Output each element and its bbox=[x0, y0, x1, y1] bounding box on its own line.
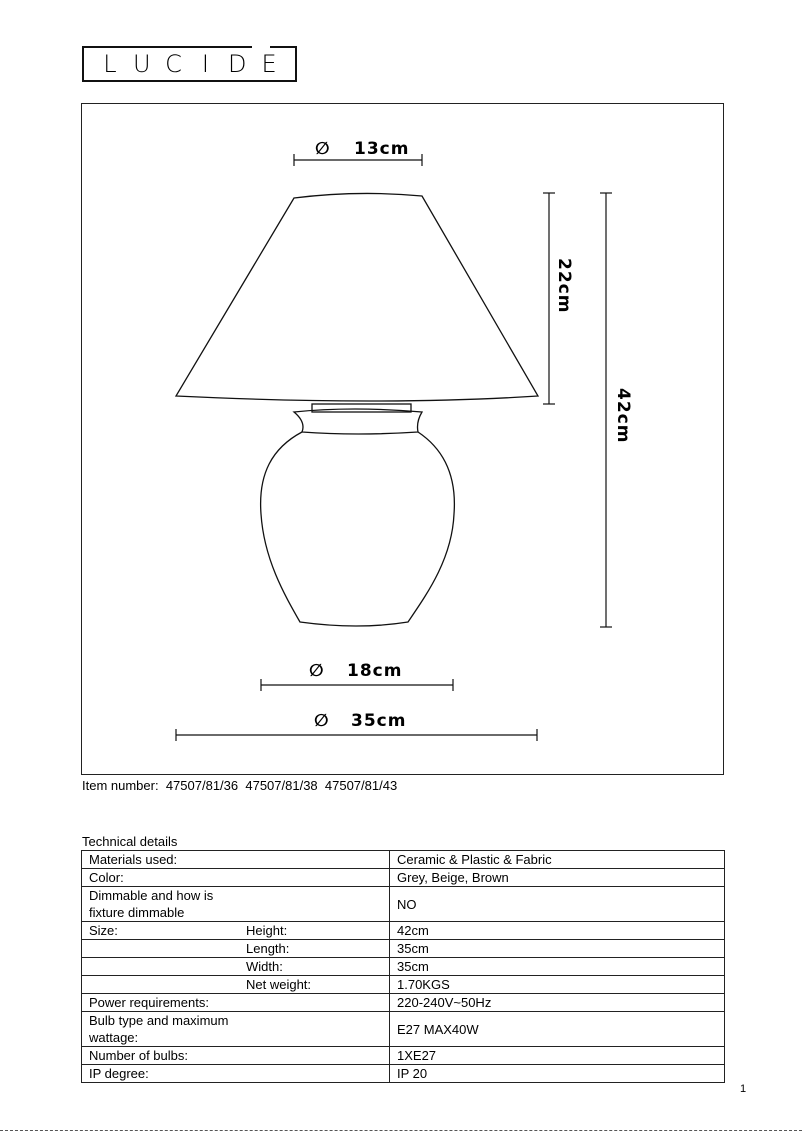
page-number: 1 bbox=[740, 1083, 747, 1095]
logo-letter: D bbox=[227, 50, 247, 78]
spec-value: IP 20 bbox=[390, 1065, 725, 1083]
logo-letters bbox=[84, 48, 295, 80]
diameter-symbol: ∅ bbox=[315, 139, 331, 159]
spec-label: IP degree: bbox=[89, 1066, 149, 1081]
spec-label: Size: bbox=[89, 923, 118, 938]
spec-label: Bulb type and maximum wattage: bbox=[89, 1013, 229, 1045]
spec-label-cell bbox=[82, 869, 390, 887]
spec-label: Color: bbox=[89, 870, 124, 885]
spec-value: Ceramic & Plastic & Fabric bbox=[390, 851, 725, 869]
dim-label-base-width: 18cm bbox=[347, 661, 403, 681]
spec-row bbox=[82, 994, 725, 1012]
spec-row bbox=[82, 1047, 725, 1065]
spec-value: 220-240V~50Hz bbox=[390, 994, 725, 1012]
logo-letter: L bbox=[103, 50, 117, 78]
item-number-value: 47507/81/36 bbox=[165, 778, 239, 793]
spec-label-cell bbox=[82, 1047, 390, 1065]
lamp-drawing bbox=[82, 104, 725, 776]
spec-label-cell bbox=[82, 958, 390, 976]
spec-row bbox=[82, 1065, 725, 1083]
lamp-body bbox=[261, 432, 455, 626]
dim-label-shade-top: 13cm bbox=[354, 139, 410, 159]
spec-value: E27 MAX40W bbox=[390, 1012, 725, 1047]
spec-value: NO bbox=[390, 887, 725, 922]
item-number-label: Item number: bbox=[82, 778, 159, 793]
spec-label-cell bbox=[82, 976, 390, 994]
spec-label-cell bbox=[82, 851, 390, 869]
dim-label-total-width: 35cm bbox=[351, 711, 407, 731]
logo-letter: I bbox=[201, 50, 209, 78]
spec-row bbox=[82, 976, 725, 994]
item-number-line bbox=[82, 778, 397, 793]
brand-logo bbox=[82, 46, 297, 82]
spec-value: Grey, Beige, Brown bbox=[390, 869, 725, 887]
spec-label-cell bbox=[82, 940, 390, 958]
lamp-shade bbox=[176, 193, 538, 401]
spec-value: 42cm bbox=[390, 922, 725, 940]
spec-value: 1.70KGS bbox=[390, 976, 725, 994]
logo-letter: C bbox=[165, 50, 182, 78]
lamp-collar bbox=[294, 409, 422, 434]
spec-label-cell bbox=[82, 1012, 390, 1047]
logo-letter: E bbox=[261, 50, 277, 78]
spec-row bbox=[82, 887, 725, 922]
spec-value: 1XE27 bbox=[390, 1047, 725, 1065]
technical-details-table bbox=[81, 850, 725, 1083]
technical-drawing-frame bbox=[81, 103, 724, 775]
spec-value: 35cm bbox=[390, 940, 725, 958]
item-number-value: 47507/81/43 bbox=[324, 778, 398, 793]
spec-row bbox=[82, 1012, 725, 1047]
spec-row bbox=[82, 940, 725, 958]
spec-sublabel: Net weight: bbox=[246, 977, 312, 992]
spec-sublabel: Height: bbox=[246, 923, 288, 938]
spec-label-cell bbox=[82, 887, 390, 922]
spec-label: Number of bulbs: bbox=[89, 1048, 188, 1063]
technical-details-title: Technical details bbox=[82, 834, 178, 849]
item-number-value: 47507/81/38 bbox=[245, 778, 318, 793]
diameter-symbol: ∅ bbox=[314, 711, 330, 731]
spec-row bbox=[82, 922, 725, 940]
spec-label-cell bbox=[82, 1065, 390, 1083]
diameter-symbol: ∅ bbox=[309, 661, 325, 681]
spec-label: Materials used: bbox=[89, 852, 178, 867]
spec-label: Power requirements: bbox=[89, 995, 209, 1010]
logo-letter: U bbox=[132, 50, 151, 78]
spec-row bbox=[82, 869, 725, 887]
spec-sublabel: Width: bbox=[246, 959, 283, 974]
dim-label-shade-height: 22cm bbox=[554, 258, 574, 314]
bottom-divider bbox=[0, 1130, 802, 1131]
spec-label-cell bbox=[82, 994, 390, 1012]
spec-sublabel: Length: bbox=[246, 941, 290, 956]
spec-label: Dimmable and how is fixture dimmable bbox=[89, 888, 214, 920]
spec-row bbox=[82, 958, 725, 976]
dim-label-total-height: 42cm bbox=[613, 388, 633, 444]
spec-row bbox=[82, 851, 725, 869]
spec-label-cell bbox=[82, 922, 390, 940]
spec-value: 35cm bbox=[390, 958, 725, 976]
